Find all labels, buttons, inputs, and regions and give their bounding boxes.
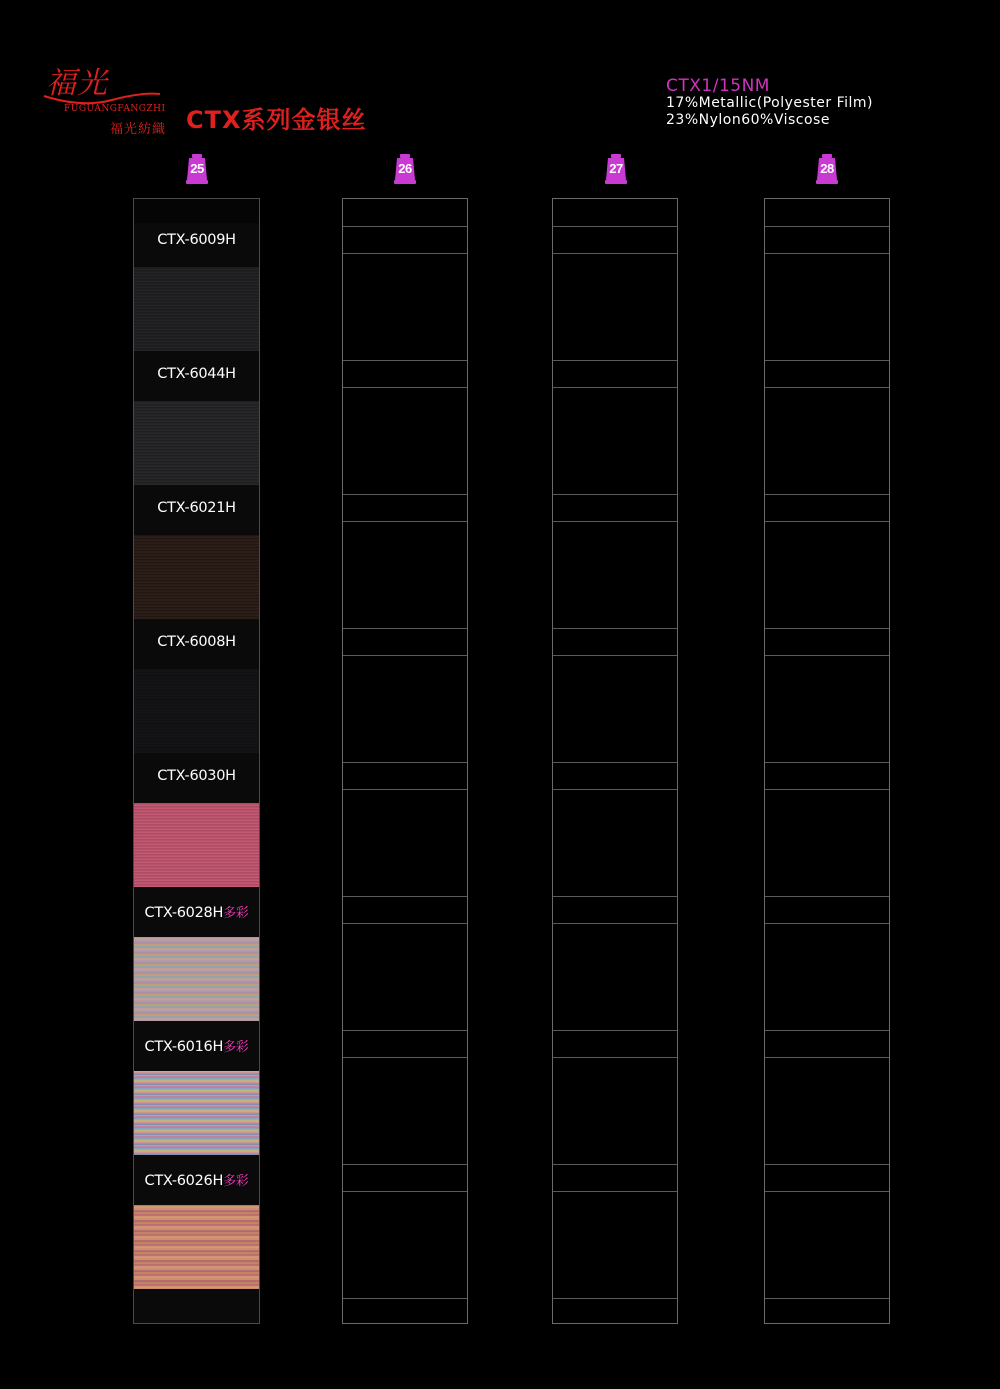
sample-code: CTX-6021H bbox=[157, 500, 236, 516]
card-divider bbox=[343, 1030, 467, 1031]
card-divider bbox=[765, 923, 889, 924]
card-divider bbox=[343, 628, 467, 629]
card-divider bbox=[553, 253, 677, 254]
sample-code: CTX-6028H bbox=[144, 905, 224, 921]
card-divider bbox=[343, 923, 467, 924]
card-divider bbox=[343, 226, 467, 227]
card-divider bbox=[553, 1164, 677, 1165]
yarn-swatch-multicolor-pastel bbox=[134, 937, 259, 1021]
sample-multicolor-tag: 多彩 bbox=[223, 906, 249, 921]
sample-label bbox=[134, 768, 259, 784]
column-number: 27 bbox=[609, 161, 623, 176]
sample-label bbox=[134, 366, 259, 382]
spec-composition-2: 23%Nylon60%Viscose bbox=[666, 112, 830, 128]
sample-label bbox=[134, 1170, 259, 1189]
card-divider bbox=[343, 762, 467, 763]
card-divider bbox=[765, 1057, 889, 1058]
card-divider bbox=[553, 762, 677, 763]
card-divider bbox=[765, 1164, 889, 1165]
yarn-swatch-multicolor-rainbow bbox=[134, 1071, 259, 1155]
sample-code: CTX-6009H bbox=[157, 232, 236, 248]
card-divider bbox=[553, 360, 677, 361]
card-divider bbox=[765, 655, 889, 656]
column-badge-27 bbox=[604, 154, 628, 184]
sample-code: CTX-6016H bbox=[144, 1039, 224, 1055]
card-divider bbox=[553, 1191, 677, 1192]
brand-logo bbox=[42, 58, 182, 138]
column-number: 26 bbox=[398, 161, 412, 176]
card-divider bbox=[553, 494, 677, 495]
column-badge-26 bbox=[393, 154, 417, 184]
card-divider bbox=[343, 253, 467, 254]
sample-multicolor-tag: 多彩 bbox=[223, 1040, 249, 1055]
sample-label bbox=[134, 232, 259, 248]
card-divider bbox=[553, 387, 677, 388]
yarn-swatch-pink-metallic bbox=[134, 803, 259, 887]
empty-card-27 bbox=[552, 198, 678, 1324]
spec-composition-1: 17%Metallic(Polyester Film) bbox=[666, 95, 874, 111]
card-divider bbox=[765, 762, 889, 763]
card-top-band bbox=[134, 199, 259, 223]
card-divider bbox=[343, 655, 467, 656]
card-divider bbox=[343, 896, 467, 897]
card-divider bbox=[343, 789, 467, 790]
yarn-swatch-black-sparkle bbox=[134, 267, 259, 351]
card-divider bbox=[553, 226, 677, 227]
card-divider bbox=[765, 1030, 889, 1031]
card-divider bbox=[553, 1030, 677, 1031]
spec-code: CTX1/15NM bbox=[666, 76, 770, 96]
sample-code: CTX-6044H bbox=[157, 366, 236, 382]
card-divider bbox=[765, 226, 889, 227]
card-divider bbox=[343, 494, 467, 495]
card-divider bbox=[765, 494, 889, 495]
card-divider bbox=[553, 789, 677, 790]
card-divider bbox=[765, 360, 889, 361]
logo-chinese: 福光紡織 bbox=[110, 122, 167, 137]
card-divider bbox=[553, 896, 677, 897]
card-divider bbox=[553, 1298, 677, 1299]
column-number: 25 bbox=[190, 161, 204, 176]
sample-code: CTX-6030H bbox=[157, 768, 236, 784]
yarn-swatch-charcoal-sparkle bbox=[134, 401, 259, 485]
sample-code: CTX-6008H bbox=[157, 634, 236, 650]
card-divider bbox=[553, 655, 677, 656]
logo-script: 福光 bbox=[46, 66, 108, 101]
card-divider bbox=[765, 1191, 889, 1192]
card-divider bbox=[343, 387, 467, 388]
card-divider bbox=[343, 360, 467, 361]
yarn-swatch-multicolor-gold-pink bbox=[134, 1205, 259, 1289]
logo-english: FUGUANGFANGZHI bbox=[64, 104, 166, 114]
empty-card-28 bbox=[764, 198, 890, 1324]
sample-label bbox=[134, 500, 259, 516]
card-divider bbox=[343, 1298, 467, 1299]
card-divider bbox=[343, 1057, 467, 1058]
card-divider bbox=[765, 521, 889, 522]
card-divider bbox=[765, 789, 889, 790]
sample-card-25 bbox=[133, 198, 260, 1324]
column-badge-28 bbox=[815, 154, 839, 184]
sample-multicolor-tag: 多彩 bbox=[223, 1174, 249, 1189]
card-divider bbox=[553, 628, 677, 629]
sample-code: CTX-6026H bbox=[144, 1173, 224, 1189]
card-divider bbox=[765, 253, 889, 254]
sample-label bbox=[134, 634, 259, 650]
card-divider bbox=[765, 1298, 889, 1299]
column-number: 28 bbox=[820, 161, 834, 176]
yarn-swatch-deep-black bbox=[134, 669, 259, 753]
card-divider bbox=[343, 521, 467, 522]
card-divider bbox=[765, 387, 889, 388]
card-divider bbox=[343, 1164, 467, 1165]
sample-label bbox=[134, 1036, 259, 1055]
card-divider bbox=[553, 521, 677, 522]
card-divider bbox=[553, 923, 677, 924]
empty-card-26 bbox=[342, 198, 468, 1324]
column-badge-25 bbox=[185, 154, 209, 184]
series-title: CTX系列金银丝 bbox=[186, 106, 367, 134]
spec-block bbox=[666, 78, 873, 129]
card-divider bbox=[553, 1057, 677, 1058]
yarn-swatch-brown-sparkle bbox=[134, 535, 259, 619]
card-divider bbox=[765, 896, 889, 897]
card-divider bbox=[765, 628, 889, 629]
card-divider bbox=[343, 1191, 467, 1192]
sample-label bbox=[134, 902, 259, 921]
